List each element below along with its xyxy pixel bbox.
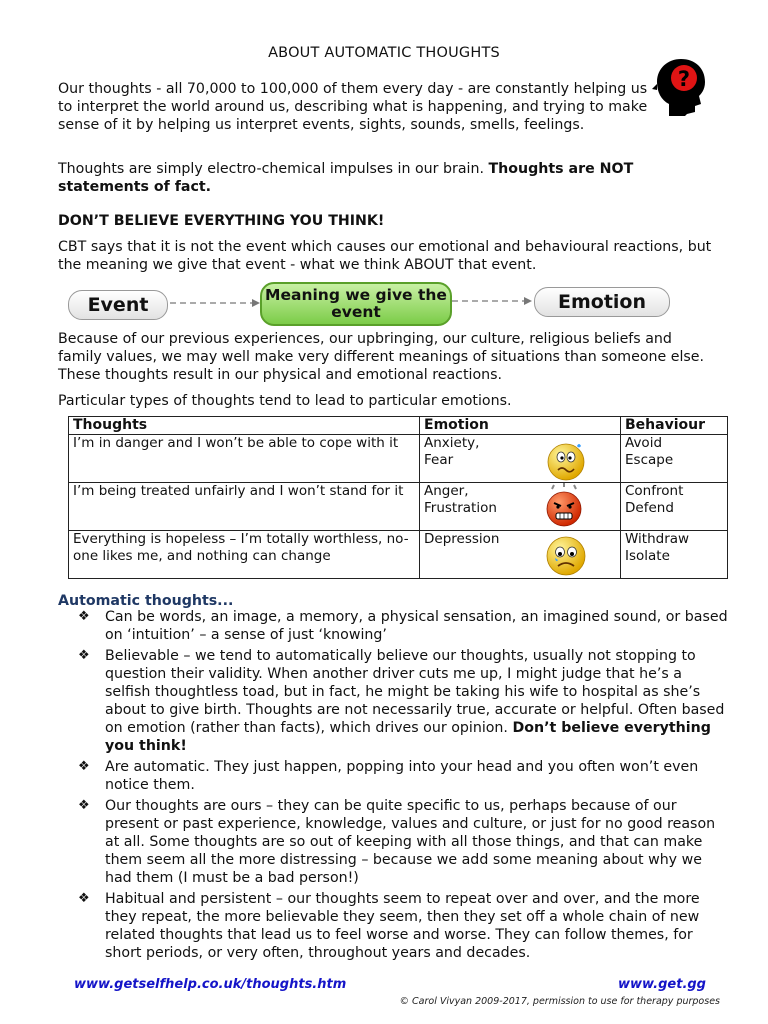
arrow-event-meaning — [168, 295, 262, 311]
list-item — [78, 647, 728, 755]
bullet-text: Believable – we tend to automatically believe our thoughts, usually not stopping to question their validity. When another driver cuts me up, I might judge that he’s a selfish thoughtless toad, but in fact, he might be taking his wife to hospital as she’s about to give birth. Thoughts are not necessarily true, accurate or helpful. Often based on emotion (rather than facts), which drives our opinion. — [105, 648, 725, 736]
behaviour-text: Withdraw Isolate — [625, 531, 690, 564]
list-item — [78, 890, 728, 962]
bullet-text: Can be words, an image, a memory, a physical sensation, an imagined sound, or based on ‘intuition’ – a sense of just ‘knowing’ — [105, 609, 728, 643]
emotion-text: Anxiety, Fear — [424, 435, 480, 468]
types-paragraph: Particular types of thoughts tend to lead to particular emotions. — [58, 393, 512, 409]
thought-cell: I’m being treated unfairly and I won’t stand for it — [69, 483, 420, 531]
head-question-icon — [651, 56, 709, 118]
angry-face-icon — [540, 483, 588, 529]
thoughts-table — [68, 416, 728, 579]
event-box: Event — [68, 290, 168, 320]
meaning-box: Meaning we give the event — [260, 282, 452, 326]
emotion-cell — [420, 483, 621, 531]
sad-face-icon — [544, 534, 588, 578]
table-row — [69, 435, 728, 483]
list-item — [78, 797, 728, 887]
thought-cell: Everything is hopeless – I’m totally worthless, no-one likes me, and nothing can change — [69, 531, 420, 579]
behaviour-cell — [621, 531, 728, 579]
list-item — [78, 758, 728, 794]
diamond-bullet-icon: ❖ — [78, 798, 90, 813]
header-thoughts: Thoughts — [69, 417, 420, 435]
table-header-row — [69, 417, 728, 435]
impulses-paragraph — [58, 160, 708, 196]
getselfhelp-link[interactable]: www.getselfhelp.co.uk/thoughts.htm — [74, 977, 347, 992]
emotion-box: Emotion — [534, 287, 670, 317]
cbt-paragraph: CBT says that it is not the event which causes our emotional and behavioural reactions, but the meaning we give that event - what we think ABOUT that event. — [58, 239, 712, 273]
emotion-cell — [420, 435, 621, 483]
thought-cell: I’m in danger and I won’t be able to cope with it — [69, 435, 420, 483]
behaviour-text: Confront Defend — [625, 483, 684, 516]
arrow-meaning-emotion — [450, 293, 534, 309]
behaviour-text: Avoid Escape — [625, 435, 674, 468]
behaviour-cell — [621, 483, 728, 531]
page-title: ABOUT AUTOMATIC THOUGHTS — [268, 45, 500, 61]
get-gg-link[interactable]: www.get.gg — [617, 977, 706, 992]
bullet-text: Are automatic. They just happen, popping into your head and you often won’t even notice them. — [105, 759, 699, 793]
header-emotion: Emotion — [420, 417, 621, 435]
automatic-thoughts-heading: Automatic thoughts... — [58, 593, 234, 609]
header-behaviour: Behaviour — [621, 417, 728, 435]
emotion-text: Anger, Frustration — [424, 483, 497, 516]
bullet-text: Habitual and persistent – our thoughts seem to repeat over and over, and the more they repeat, the more believable they seem, then they set off a whole chain of new related thoughts that lead us to feel worse and worse. They can follow themes, for short periods, or very often, throughout years and decades. — [105, 891, 700, 961]
bullet-bold-text: Don’t believe everything you think! — [105, 720, 711, 754]
list-item — [78, 608, 728, 644]
automatic-thoughts-list — [78, 608, 728, 965]
emotion-cell — [420, 531, 621, 579]
diamond-bullet-icon: ❖ — [78, 759, 90, 774]
intro-paragraph: Our thoughts - all 70,000 to 100,000 of them every day - are constantly helping us to interpret the world around us, describing what is happening, and trying to make sense of it by helping us interpret events, sights, sounds, smells, feelings. — [58, 81, 648, 133]
table-row — [69, 531, 728, 579]
table-row — [69, 483, 728, 531]
bullet-text: Our thoughts are ours – they can be quite specific to us, perhaps because of our present or past experience, knowledge, values and culture, or just for no good reason at all. Some thoughts are so out of keeping with all those things, and that can make them seem all the more distressing – because we add some meaning about why we had them (I must be a bad person!) — [105, 798, 716, 886]
experiences-paragraph: Because of our previous experiences, our upbringing, our culture, religious beliefs and family values, we may well make very different meanings of situations than someone else. These thoughts result in our physical and emotional reactions. — [58, 331, 705, 383]
copyright-text: © Carol Vivyan 2009-2017, permission to use for therapy purposes — [399, 996, 720, 1007]
dont-believe-heading: DON’T BELIEVE EVERYTHING YOU THINK! — [58, 213, 385, 229]
not-facts-text: Thoughts are NOT statements of fact. — [58, 161, 634, 195]
diamond-bullet-icon: ❖ — [78, 609, 90, 624]
behaviour-cell — [621, 435, 728, 483]
worried-face-icon — [544, 438, 588, 482]
diamond-bullet-icon: ❖ — [78, 891, 90, 906]
impulses-text: Thoughts are simply electro-chemical impulses in our brain. — [58, 161, 489, 177]
svg-text:?: ? — [677, 67, 691, 91]
emotion-text: Depression — [424, 531, 500, 547]
diamond-bullet-icon: ❖ — [78, 648, 90, 663]
